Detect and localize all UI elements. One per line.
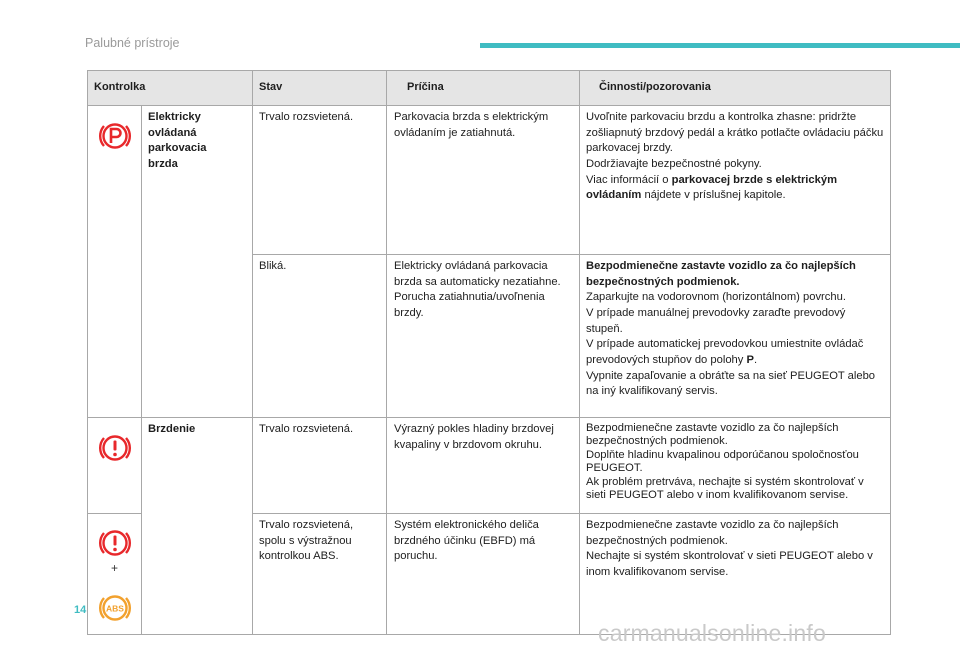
cinnosti-cell [580, 106, 891, 255]
cinnosti-cell [580, 255, 891, 418]
cinnosti-text: Nechajte si systém skontrolovať v sieti PEUGEOT alebo v inom kvalifikovanom servise. [586, 550, 873, 579]
cinnosti-text: V prípade manuálnej prevodovky zaraďte prevodový stupeň. [586, 307, 846, 335]
section-title: Palubné prístroje [85, 36, 180, 50]
abs-icon-label: ABS [105, 603, 124, 614]
brake-abs-icon-cell [88, 514, 142, 635]
stav-cell: Bliká. [253, 255, 387, 418]
cinnosti-cell [580, 418, 891, 514]
pricina-cell [387, 255, 580, 418]
cinnosti-text [586, 173, 884, 204]
cinnosti-text-part: V prípade automatickej prevodovkou umiestnite ovládač prevodových stupňov do polohy [586, 338, 864, 367]
cinnosti-text: Zaparkujte na vodorovnom (horizontálnom) povrchu. [586, 291, 846, 304]
cinnosti-text: Bezpodmienečne zastavte vozidlo za čo najlepších bezpečnostných podmienok. [586, 519, 839, 547]
pricina-cell: Systém elektronického deliča brzdného účinku (EBFD) má poruchu. [387, 514, 580, 635]
brake-warning-icon [98, 528, 132, 558]
pricina-text: Porucha zatiahnutia/uvoľnenia brzdy. [394, 291, 545, 320]
cinnosti-bold-part: P [746, 354, 754, 367]
pricina-text: Parkovacia brzda s elektrickým ovládaním je zatiahnutá. [394, 111, 549, 139]
cinnosti-text-part: Viac informácií o [586, 173, 672, 186]
pricina-cell [387, 106, 580, 255]
column-header-stav: Stav [253, 71, 387, 106]
parking-brake-name-line: Elektricky [148, 111, 201, 123]
table-row [88, 418, 891, 514]
column-header-cinnosti: Činnosti/pozorovania [580, 71, 891, 106]
cinnosti-text-part: . [753, 354, 758, 367]
cinnosti-bold-text: Bezpodmienečne zastavte vozidlo za čo najlepších bezpečnostných podmienok. [586, 260, 856, 288]
parking-brake-name-line: ovládaná [148, 126, 197, 139]
stav-cell: Trvalo rozsvietená, spolu s výstražnou kontrolkou ABS. [253, 514, 387, 635]
stav-cell: Trvalo rozsvietená. [253, 418, 387, 514]
warning-lights-table [87, 70, 891, 635]
parking-brake-warning-icon [98, 121, 132, 151]
watermark: carmanualsonline.info [598, 620, 826, 646]
cinnosti-text [586, 337, 884, 368]
column-header-pricina: Príčina [387, 71, 580, 106]
cinnosti-text: Doplňte hladinu kvapalinou odporúčanou spoločnosťou PEUGEOT. [586, 448, 859, 475]
page-number: 14 [74, 604, 87, 616]
plus-sign: + [110, 561, 118, 575]
parking-brake-name-line: parkovacia [148, 142, 207, 155]
cinnosti-text: Dodržiavajte bezpečnostné pokyny. [586, 158, 762, 171]
table-row [88, 106, 891, 255]
stav-cell: Trvalo rozsvietená. [253, 106, 387, 255]
parking-brake-name-cell [142, 106, 253, 418]
cinnosti-text: Uvoľnite parkovaciu brzdu a kontrolka zhasne: pridržte zošliapnutý brzdový pedál a krátko potlačte ovládaciu páčku parkovacej brzdy. [586, 111, 884, 155]
table-header-row [88, 71, 891, 106]
abs-warning-icon [98, 593, 132, 623]
brake-warning-icon [98, 433, 132, 463]
cinnosti-text: Ak problém pretrváva, nechajte si systém skontrolovať v sieti PEUGEOT alebo v inom kvalifikovanom servise. [586, 475, 864, 502]
cinnosti-text-part: nájdete v príslušnej kapitole. [641, 189, 786, 202]
brake-icon-cell [88, 418, 142, 514]
cinnosti-cell [580, 514, 891, 635]
column-header-kontrolka: Kontrolka [88, 71, 253, 106]
parking-brake-name-line: brzda [148, 158, 178, 171]
brake-name-cell: Brzdenie [142, 418, 253, 635]
header-accent-bar [480, 43, 960, 48]
cinnosti-text: Bezpodmienečne zastavte vozidlo za čo najlepších bezpečnostných podmienok. [586, 422, 839, 448]
cinnosti-text: Vypnite zapaľovanie a obráťte sa na sieť PEUGEOT alebo na iný kvalifikovaný servis. [586, 369, 876, 398]
pricina-cell: Výrazný pokles hladiny brzdovej kvapaliny v brzdovom okruhu. [387, 418, 580, 514]
pricina-text: Elektricky ovládaná parkovacia brzda sa automaticky nezatiahne. [394, 260, 561, 288]
cinnosti-bold-part: parkovacej brzde s elektrickým ovládaním [586, 173, 838, 202]
parking-brake-icon-cell [88, 106, 142, 418]
